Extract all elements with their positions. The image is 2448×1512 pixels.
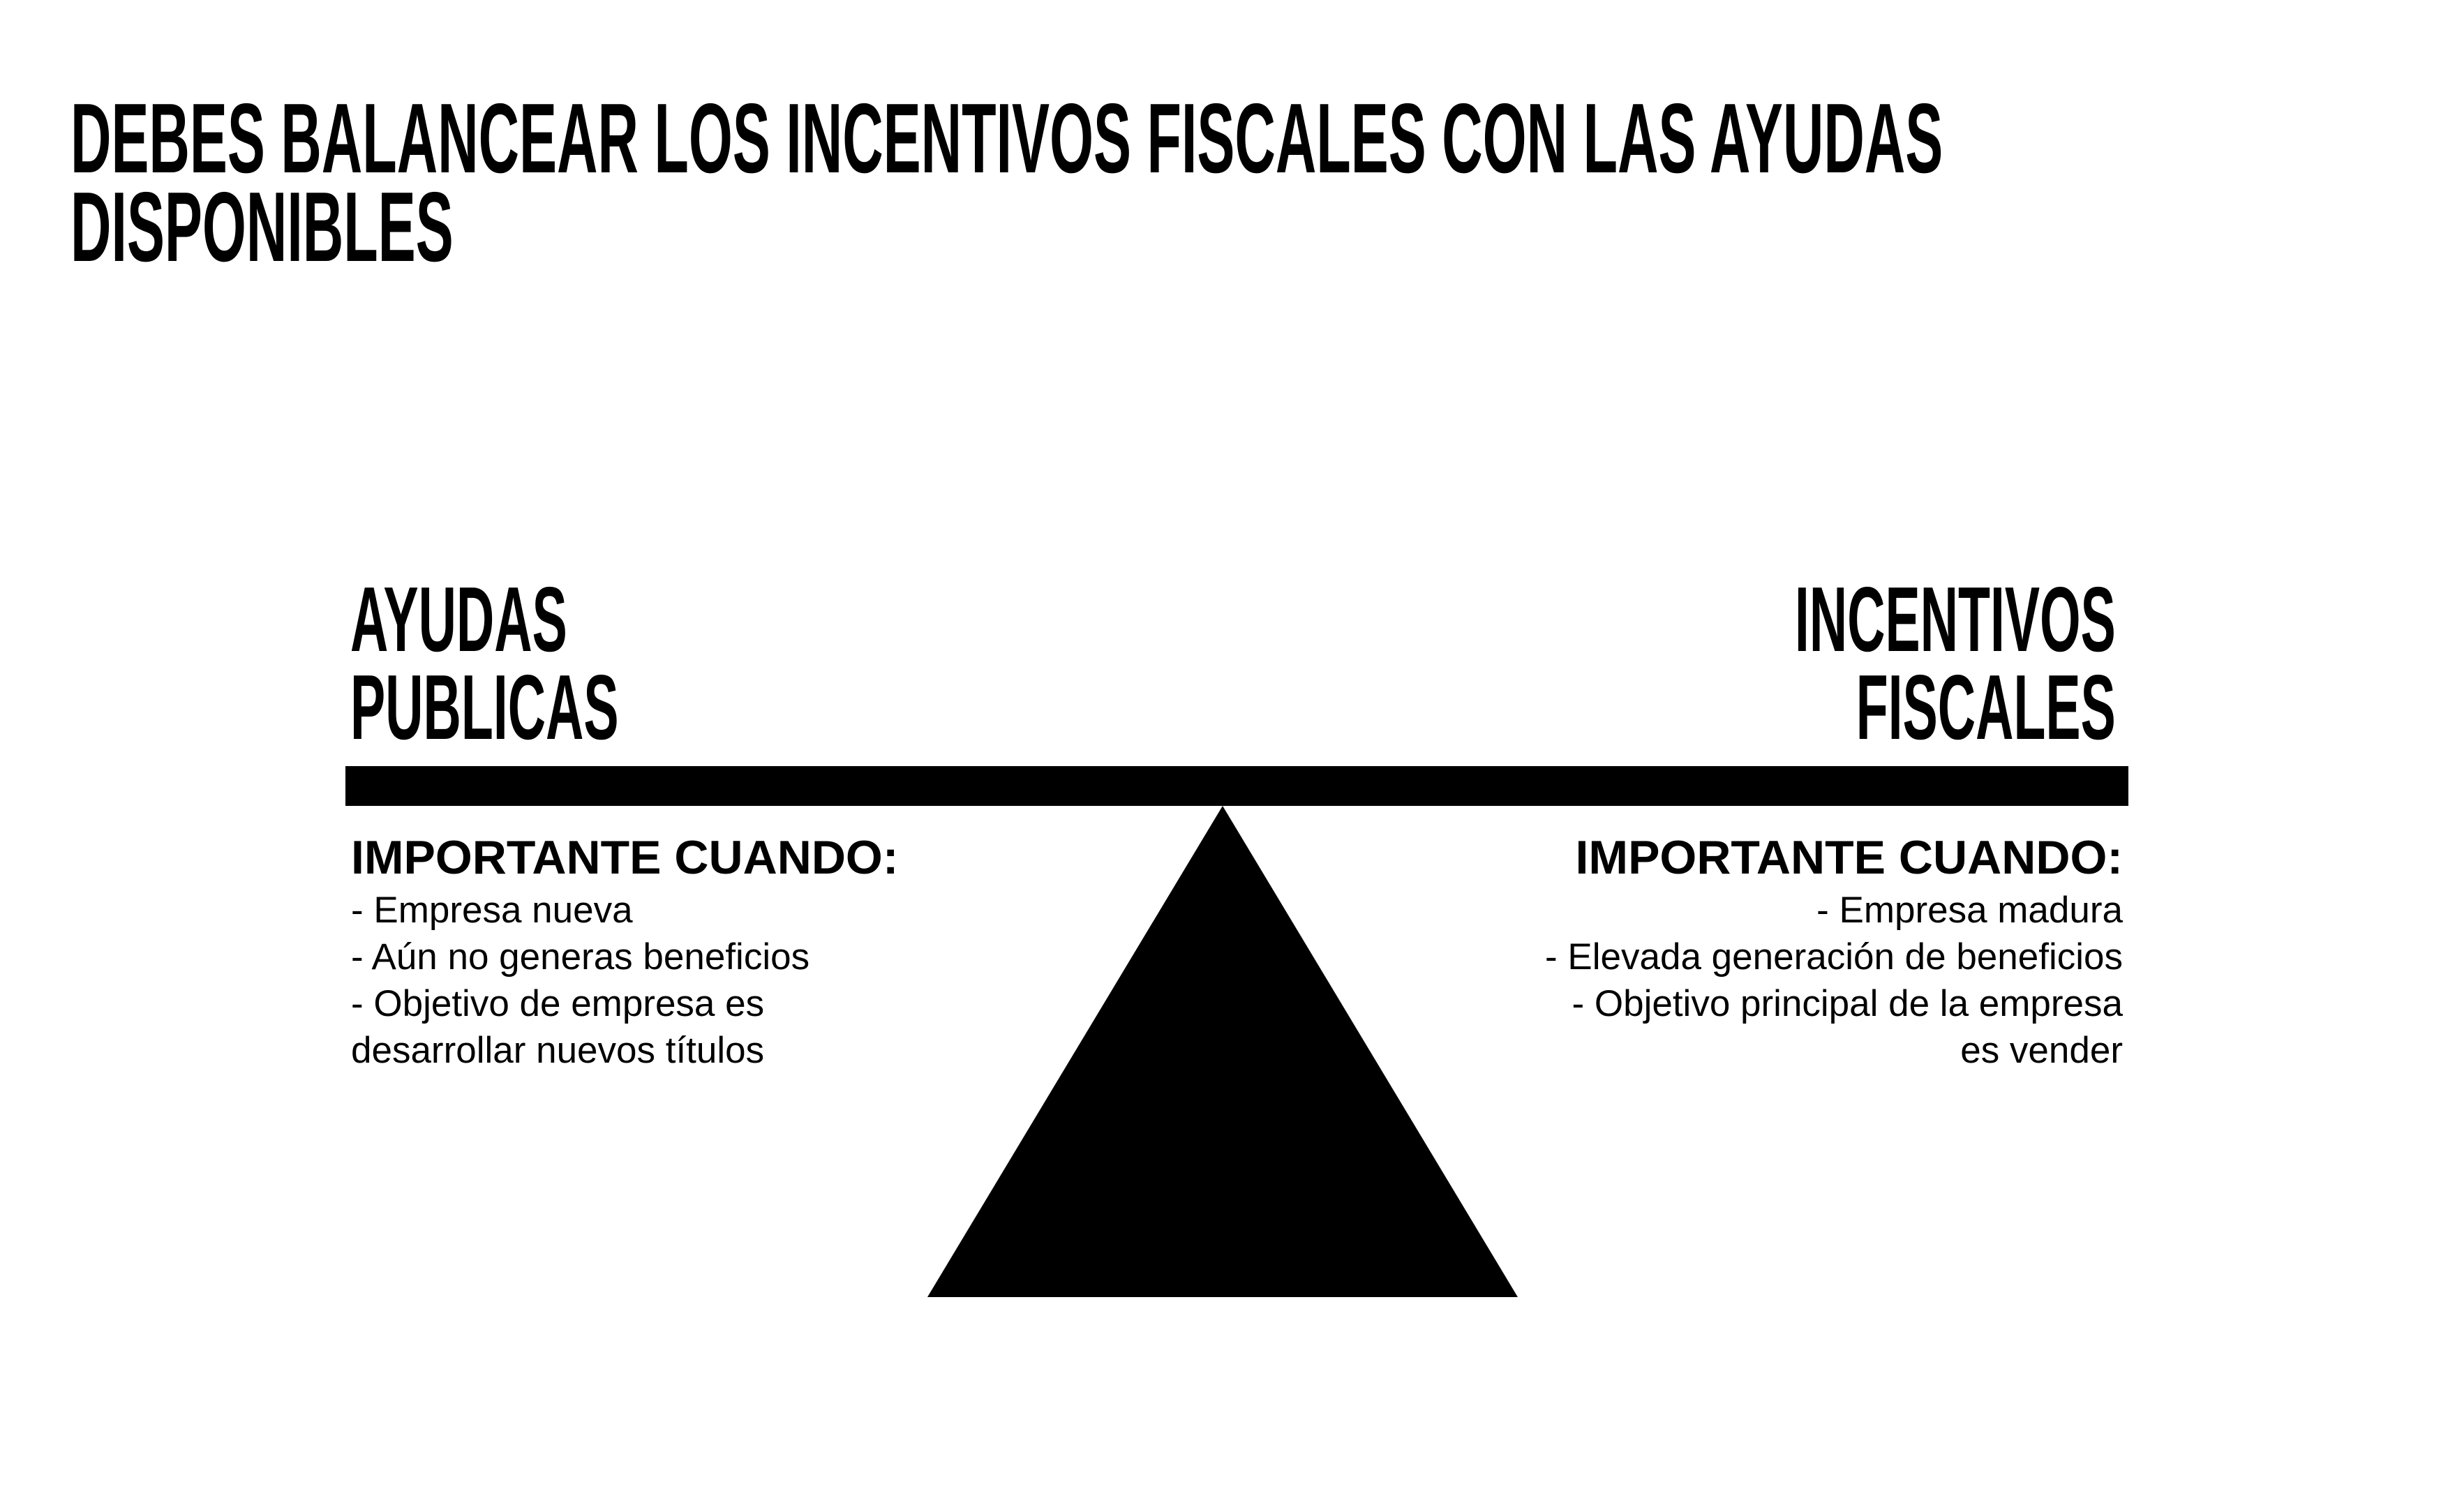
page-title-line-2: DISPONIBLES (70, 172, 454, 283)
right-panel-line: es vender (1960, 1030, 2123, 1071)
right-beam-label-line-1: INCENTIVOS (1795, 568, 2116, 671)
right-panel-line: - Objetivo principal de la empresa (1572, 983, 2123, 1024)
left-panel-line: desarrollar nuevos títulos (351, 1030, 765, 1071)
left-beam-label-line-1: AYUDAS (350, 568, 567, 671)
page-title (70, 83, 1943, 283)
left-beam-label-line-2: PUBLICAS (350, 656, 619, 758)
left-panel-line: - Objetivo de empresa es (351, 983, 765, 1024)
left-panel-heading: IMPORTANTE CUANDO: (351, 831, 899, 884)
right-panel-line: - Empresa madura (1816, 890, 2123, 931)
left-panel-line: - Empresa nueva (351, 890, 633, 931)
fulcrum-triangle (927, 806, 1518, 1297)
left-panel-line: - Aún no generas beneficios (351, 936, 810, 978)
right-panel-heading: IMPORTANTE CUANDO: (1575, 831, 2123, 884)
left-beam-label (350, 568, 619, 758)
left-panel (351, 829, 898, 1074)
right-beam-label (1795, 568, 2116, 758)
page-title-line-1: DEBES BALANCEAR LOS INCENTIVOS FISCALES CON LAS AYUDAS (70, 83, 1943, 194)
balance-beam (345, 766, 2128, 806)
right-panel-line: - Elevada generación de beneficios (1545, 936, 2123, 978)
right-beam-label-line-2: FISCALES (1856, 656, 2116, 758)
right-panel (1545, 829, 2123, 1074)
